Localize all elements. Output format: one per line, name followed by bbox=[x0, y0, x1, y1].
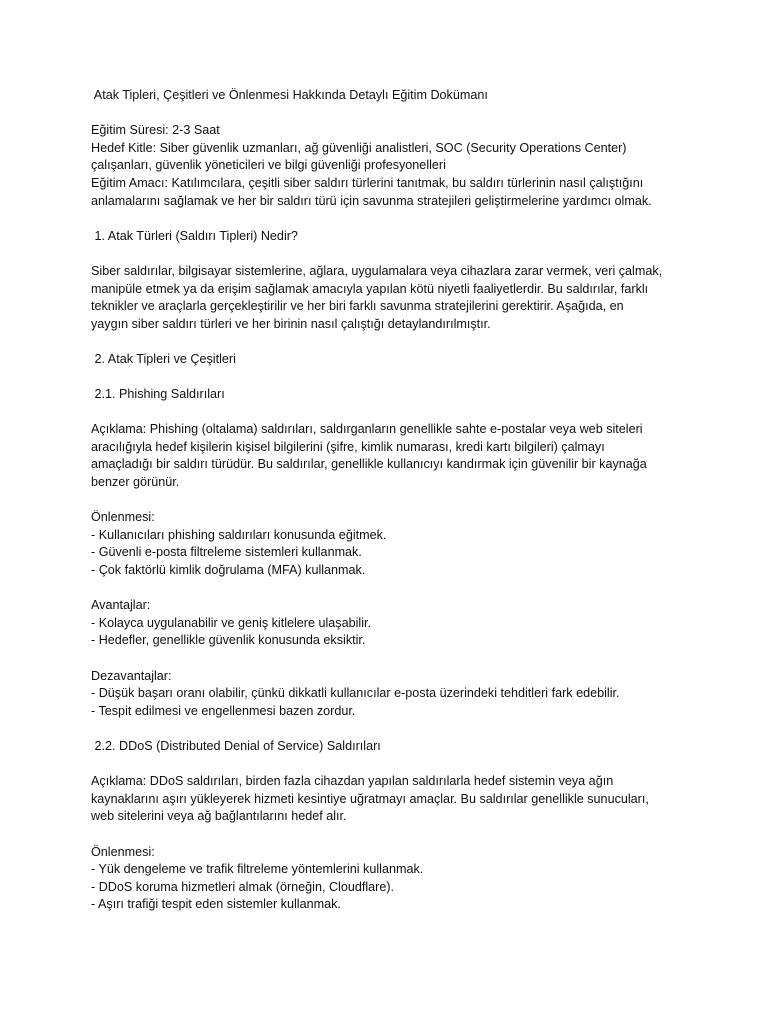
target-audience-line-1: Hedef Kitle: Siber güvenlik uzmanları, ağ güvenliği analistleri, SOC (Security Operations Center) bbox=[91, 140, 627, 155]
section-1-heading: 1. Atak Türleri (Saldırı Tipleri) Nedir? bbox=[91, 228, 298, 243]
phishing-heading: 2.1. Phishing Saldırıları bbox=[91, 387, 225, 402]
training-duration: Eğitim Süresi: 2-3 Saat bbox=[91, 123, 220, 138]
phishing-description-line-3: amaçladığı bir saldırı türüdür. Bu saldırılar, genellikle kullanıcıyı kandırmak için güvenilir bir kaynağa bbox=[91, 457, 647, 472]
spacer bbox=[91, 369, 708, 387]
spacer bbox=[91, 105, 708, 123]
phishing-disadvantages-label: Dezavantajlar: bbox=[91, 668, 172, 683]
ddos-prevention-label: Önlenmesi: bbox=[91, 844, 155, 859]
ddos-heading: 2.2. DDoS (Distributed Denial of Service) Saldırıları bbox=[91, 738, 381, 753]
spacer bbox=[91, 210, 708, 228]
list-item: - Kolayca uygulanabilir ve geniş kitlelere ulaşabilir. bbox=[91, 615, 372, 630]
list-item: - Kullanıcıları phishing saldırıları konusunda eğitmek. bbox=[91, 527, 387, 542]
phishing-description-line-2: aracılığıyla hedef kişilerin kişisel bilgilerini (şifre, kimlik numarası, kredi kartı bilgileri) çalmayı bbox=[91, 439, 605, 454]
section-1-paragraph-line-3: teknikler ve araçlarla gerçekleştirilir ve her biri farklı savunma stratejilerini gerektirir. Aşağıda, en bbox=[91, 299, 624, 314]
spacer bbox=[91, 333, 708, 351]
list-item: - Çok faktörlü kimlik doğrulama (MFA) kullanmak. bbox=[91, 563, 366, 578]
document-title: Atak Tipleri, Çeşitleri ve Önlenmesi Hakkında Detaylı Eğitim Dokümanı bbox=[91, 88, 488, 102]
ddos-description-line-1: Açıklama: DDoS saldırıları, birden fazla cihazdan yapılan saldırılarla hedef sistemin veya ağın bbox=[91, 774, 614, 789]
ddos-description-line-2: kaynaklarını aşırı yükleyerek hizmeti kesintiye uğratmayı amaçlar. Bu saldırılar genellikle sunucuları, bbox=[91, 791, 649, 806]
list-item: - Güvenli e-posta filtreleme sistemleri kullanmak. bbox=[91, 545, 362, 560]
training-goal-line-1: Eğitim Amacı: Katılımcılara, çeşitli siber saldırı türlerini tanıtmak, bu saldırı türlerinin nasıl çalıştığını bbox=[91, 175, 644, 190]
spacer bbox=[91, 720, 708, 738]
spacer bbox=[91, 404, 708, 422]
phishing-prevention-label: Önlenmesi: bbox=[91, 510, 155, 525]
spacer bbox=[91, 756, 708, 774]
phishing-advantages-label: Avantajlar: bbox=[91, 598, 151, 613]
phishing-description-line-4: benzer görünür. bbox=[91, 475, 180, 490]
list-item: - Hedefler, genellikle güvenlik konusunda eksiktir. bbox=[91, 633, 366, 648]
list-item: - DDoS koruma hizmetleri almak (örneğin, Cloudflare). bbox=[91, 879, 395, 894]
list-item: - Düşük başarı oranı olabilir, çünkü dikkatli kullanıcılar e-posta üzerindeki tehditleri fark edebilir. bbox=[91, 686, 620, 701]
list-item: - Yük dengeleme ve trafik filtreleme yöntemlerini kullanmak. bbox=[91, 862, 424, 877]
spacer bbox=[91, 580, 708, 598]
phishing-description-line-1: Açıklama: Phishing (oltalama) saldırıları, saldırganların genellikle sahte e-postalar veya web siteleri bbox=[91, 422, 643, 437]
spacer bbox=[91, 650, 708, 668]
spacer bbox=[91, 826, 708, 844]
section-1-paragraph-line-1: Siber saldırılar, bilgisayar sistemlerine, ağlara, uygulamalara veya cihazlara zarar vermek, veri çalmak, bbox=[91, 263, 663, 278]
list-item: - Tespit edilmesi ve engellenmesi bazen zordur. bbox=[91, 703, 356, 718]
section-2-heading: 2. Atak Tipleri ve Çeşitleri bbox=[91, 351, 236, 366]
ddos-description-line-3: web sitelerini veya ağ bağlantılarını hedef alır. bbox=[91, 809, 347, 824]
spacer bbox=[91, 492, 708, 510]
section-1-paragraph-line-4: yaygın siber saldırı türleri ve her birinin nasıl çalıştığı detaylandırılmıştır. bbox=[91, 316, 491, 331]
spacer bbox=[91, 245, 708, 263]
target-audience-line-2: çalışanları, güvenlik yöneticileri ve bilgi güvenliği profesyonelleri bbox=[91, 158, 446, 173]
list-item: - Aşırı trafiği tespit eden sistemler kullanmak. bbox=[91, 897, 341, 912]
training-goal-line-2: anlamalarını sağlamak ve her bir saldırı türü için savunma stratejileri geliştirmelerine yardımcı olmak. bbox=[91, 193, 652, 208]
section-1-paragraph-line-2: manipüle etmek ya da erişim sağlamak amacıyla yapılan kötü niyetli faaliyetlerdir. Bu saldırılar, farklı bbox=[91, 281, 649, 296]
